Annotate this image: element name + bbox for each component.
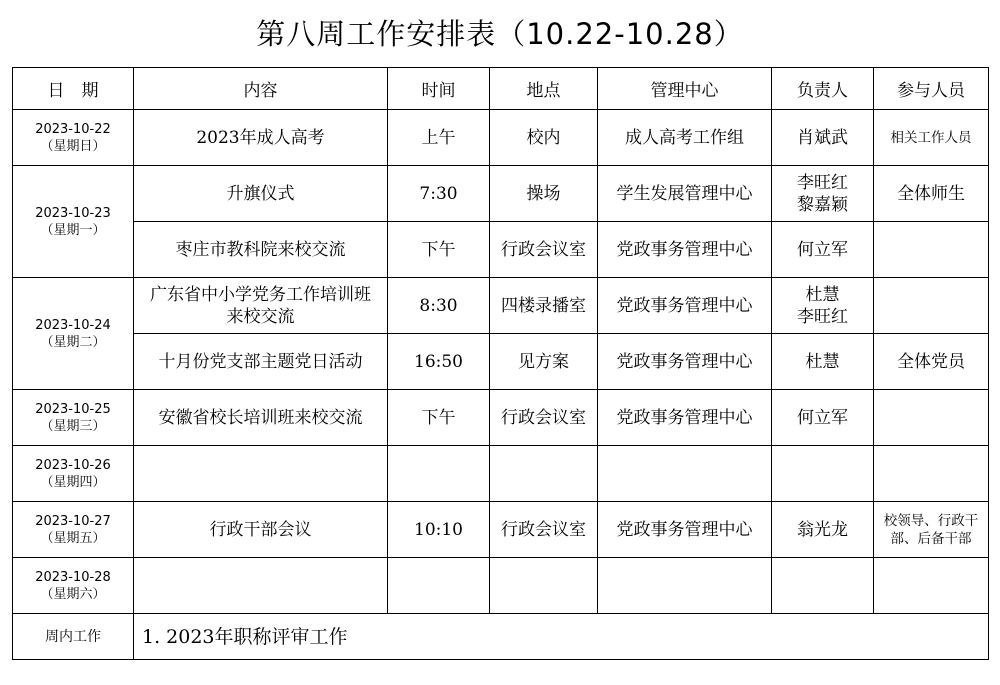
schedule-table [12, 67, 989, 660]
header-content: 内容 [134, 68, 388, 110]
time-cell: 上午 [388, 110, 490, 166]
participants-cell [874, 278, 989, 334]
page-title: 第八周工作安排表（10.22-10.28） [256, 17, 744, 51]
owner-cell: 何立军 [772, 390, 874, 446]
owner-cell: 肖斌武 [772, 110, 874, 166]
table-row [13, 166, 989, 222]
owner-cell: 何立军 [772, 222, 874, 278]
table-row [13, 278, 989, 334]
center-cell: 党政事务管理中心 [598, 502, 772, 558]
center-cell: 党政事务管理中心 [598, 278, 772, 334]
date-text: 2023-10-26 [35, 457, 111, 473]
content-line: 广东省中小学党务工作培训班 [150, 284, 371, 305]
weekday-text: （星期三） [40, 418, 106, 434]
participants-cell: 全体党员 [874, 334, 989, 390]
time-cell: 10:10 [388, 502, 490, 558]
place-cell: 行政会议室 [490, 390, 598, 446]
time-cell: 8:30 [388, 278, 490, 334]
weekday-text: （星期一） [40, 222, 106, 238]
content-cell [134, 278, 388, 334]
empty-cell [490, 558, 598, 614]
participants-cell [874, 222, 989, 278]
empty-cell [772, 446, 874, 502]
date-cell [13, 502, 134, 558]
participants-line: 校领导、行政干 [883, 512, 979, 529]
content-cell: 2023年成人高考 [134, 110, 388, 166]
empty-cell [490, 446, 598, 502]
date-text: 2023-10-28 [35, 569, 111, 585]
date-cell [13, 278, 134, 390]
content-cell: 枣庄市教科院来校交流 [134, 222, 388, 278]
table-row [13, 390, 989, 446]
time-cell: 下午 [388, 390, 490, 446]
time-cell: 16:50 [388, 334, 490, 390]
participants-line: 部、后备干部 [890, 530, 972, 547]
center-cell: 党政事务管理中心 [598, 334, 772, 390]
table-row [13, 446, 989, 502]
content-cell: 安徽省校长培训班来校交流 [134, 390, 388, 446]
owner-name: 李旺红 [797, 306, 848, 327]
center-cell: 党政事务管理中心 [598, 222, 772, 278]
date-text: 2023-10-25 [35, 401, 111, 417]
date-cell [13, 558, 134, 614]
content-cell: 十月份党支部主题党日活动 [134, 334, 388, 390]
owner-cell [772, 166, 874, 222]
weekly-label: 周内工作 [13, 614, 134, 660]
owner-cell [772, 278, 874, 334]
participants-cell: 相关工作人员 [874, 110, 989, 166]
weekday-text: （星期二） [40, 334, 106, 350]
owner-cell: 杜慧 [772, 334, 874, 390]
header-owner: 负责人 [772, 68, 874, 110]
date-cell [13, 166, 134, 278]
place-cell: 行政会议室 [490, 502, 598, 558]
center-cell: 党政事务管理中心 [598, 390, 772, 446]
date-cell [13, 390, 134, 446]
place-cell: 行政会议室 [490, 222, 598, 278]
content-cell: 行政干部会议 [134, 502, 388, 558]
weekday-text: （星期四） [40, 474, 106, 490]
empty-cell [134, 446, 388, 502]
header-place: 地点 [490, 68, 598, 110]
weekly-content: 1. 2023年职称评审工作 [134, 614, 989, 660]
owner-name: 李旺红 [797, 172, 848, 193]
empty-cell [874, 558, 989, 614]
date-text: 2023-10-27 [35, 513, 111, 529]
empty-cell [134, 558, 388, 614]
participants-cell [874, 502, 989, 558]
weekday-text: （星期五） [40, 530, 106, 546]
empty-cell [598, 558, 772, 614]
empty-cell [388, 558, 490, 614]
date-cell [13, 446, 134, 502]
table-row [13, 222, 989, 278]
place-cell: 校内 [490, 110, 598, 166]
time-cell: 下午 [388, 222, 490, 278]
place-cell: 操场 [490, 166, 598, 222]
place-cell: 见方案 [490, 334, 598, 390]
time-cell: 7:30 [388, 166, 490, 222]
header-participants: 参与人员 [874, 68, 989, 110]
date-text: 2023-10-24 [35, 317, 111, 333]
center-cell: 成人高考工作组 [598, 110, 772, 166]
weekday-text: （星期六） [40, 586, 106, 602]
place-cell: 四楼录播室 [490, 278, 598, 334]
owner-cell: 翁光龙 [772, 502, 874, 558]
table-row [13, 334, 989, 390]
date-text: 2023-10-22 [35, 121, 111, 137]
table-row [13, 558, 989, 614]
date-text: 2023-10-23 [35, 205, 111, 221]
table-row [13, 110, 989, 166]
header-time: 时间 [388, 68, 490, 110]
header-date: 日 期 [13, 68, 134, 110]
empty-cell [772, 558, 874, 614]
weekly-row [13, 614, 989, 660]
header-row [13, 68, 989, 110]
header-center: 管理中心 [598, 68, 772, 110]
center-cell: 学生发展管理中心 [598, 166, 772, 222]
empty-cell [388, 446, 490, 502]
empty-cell [874, 446, 989, 502]
owner-name: 杜慧 [805, 284, 840, 305]
owner-name: 黎嘉颖 [797, 194, 848, 215]
weekday-text: （星期日） [40, 138, 106, 154]
table-row [13, 502, 989, 558]
content-line: 来校交流 [226, 306, 295, 327]
participants-cell: 全体师生 [874, 166, 989, 222]
participants-cell [874, 390, 989, 446]
date-cell [13, 110, 134, 166]
content-cell: 升旗仪式 [134, 166, 388, 222]
empty-cell [598, 446, 772, 502]
